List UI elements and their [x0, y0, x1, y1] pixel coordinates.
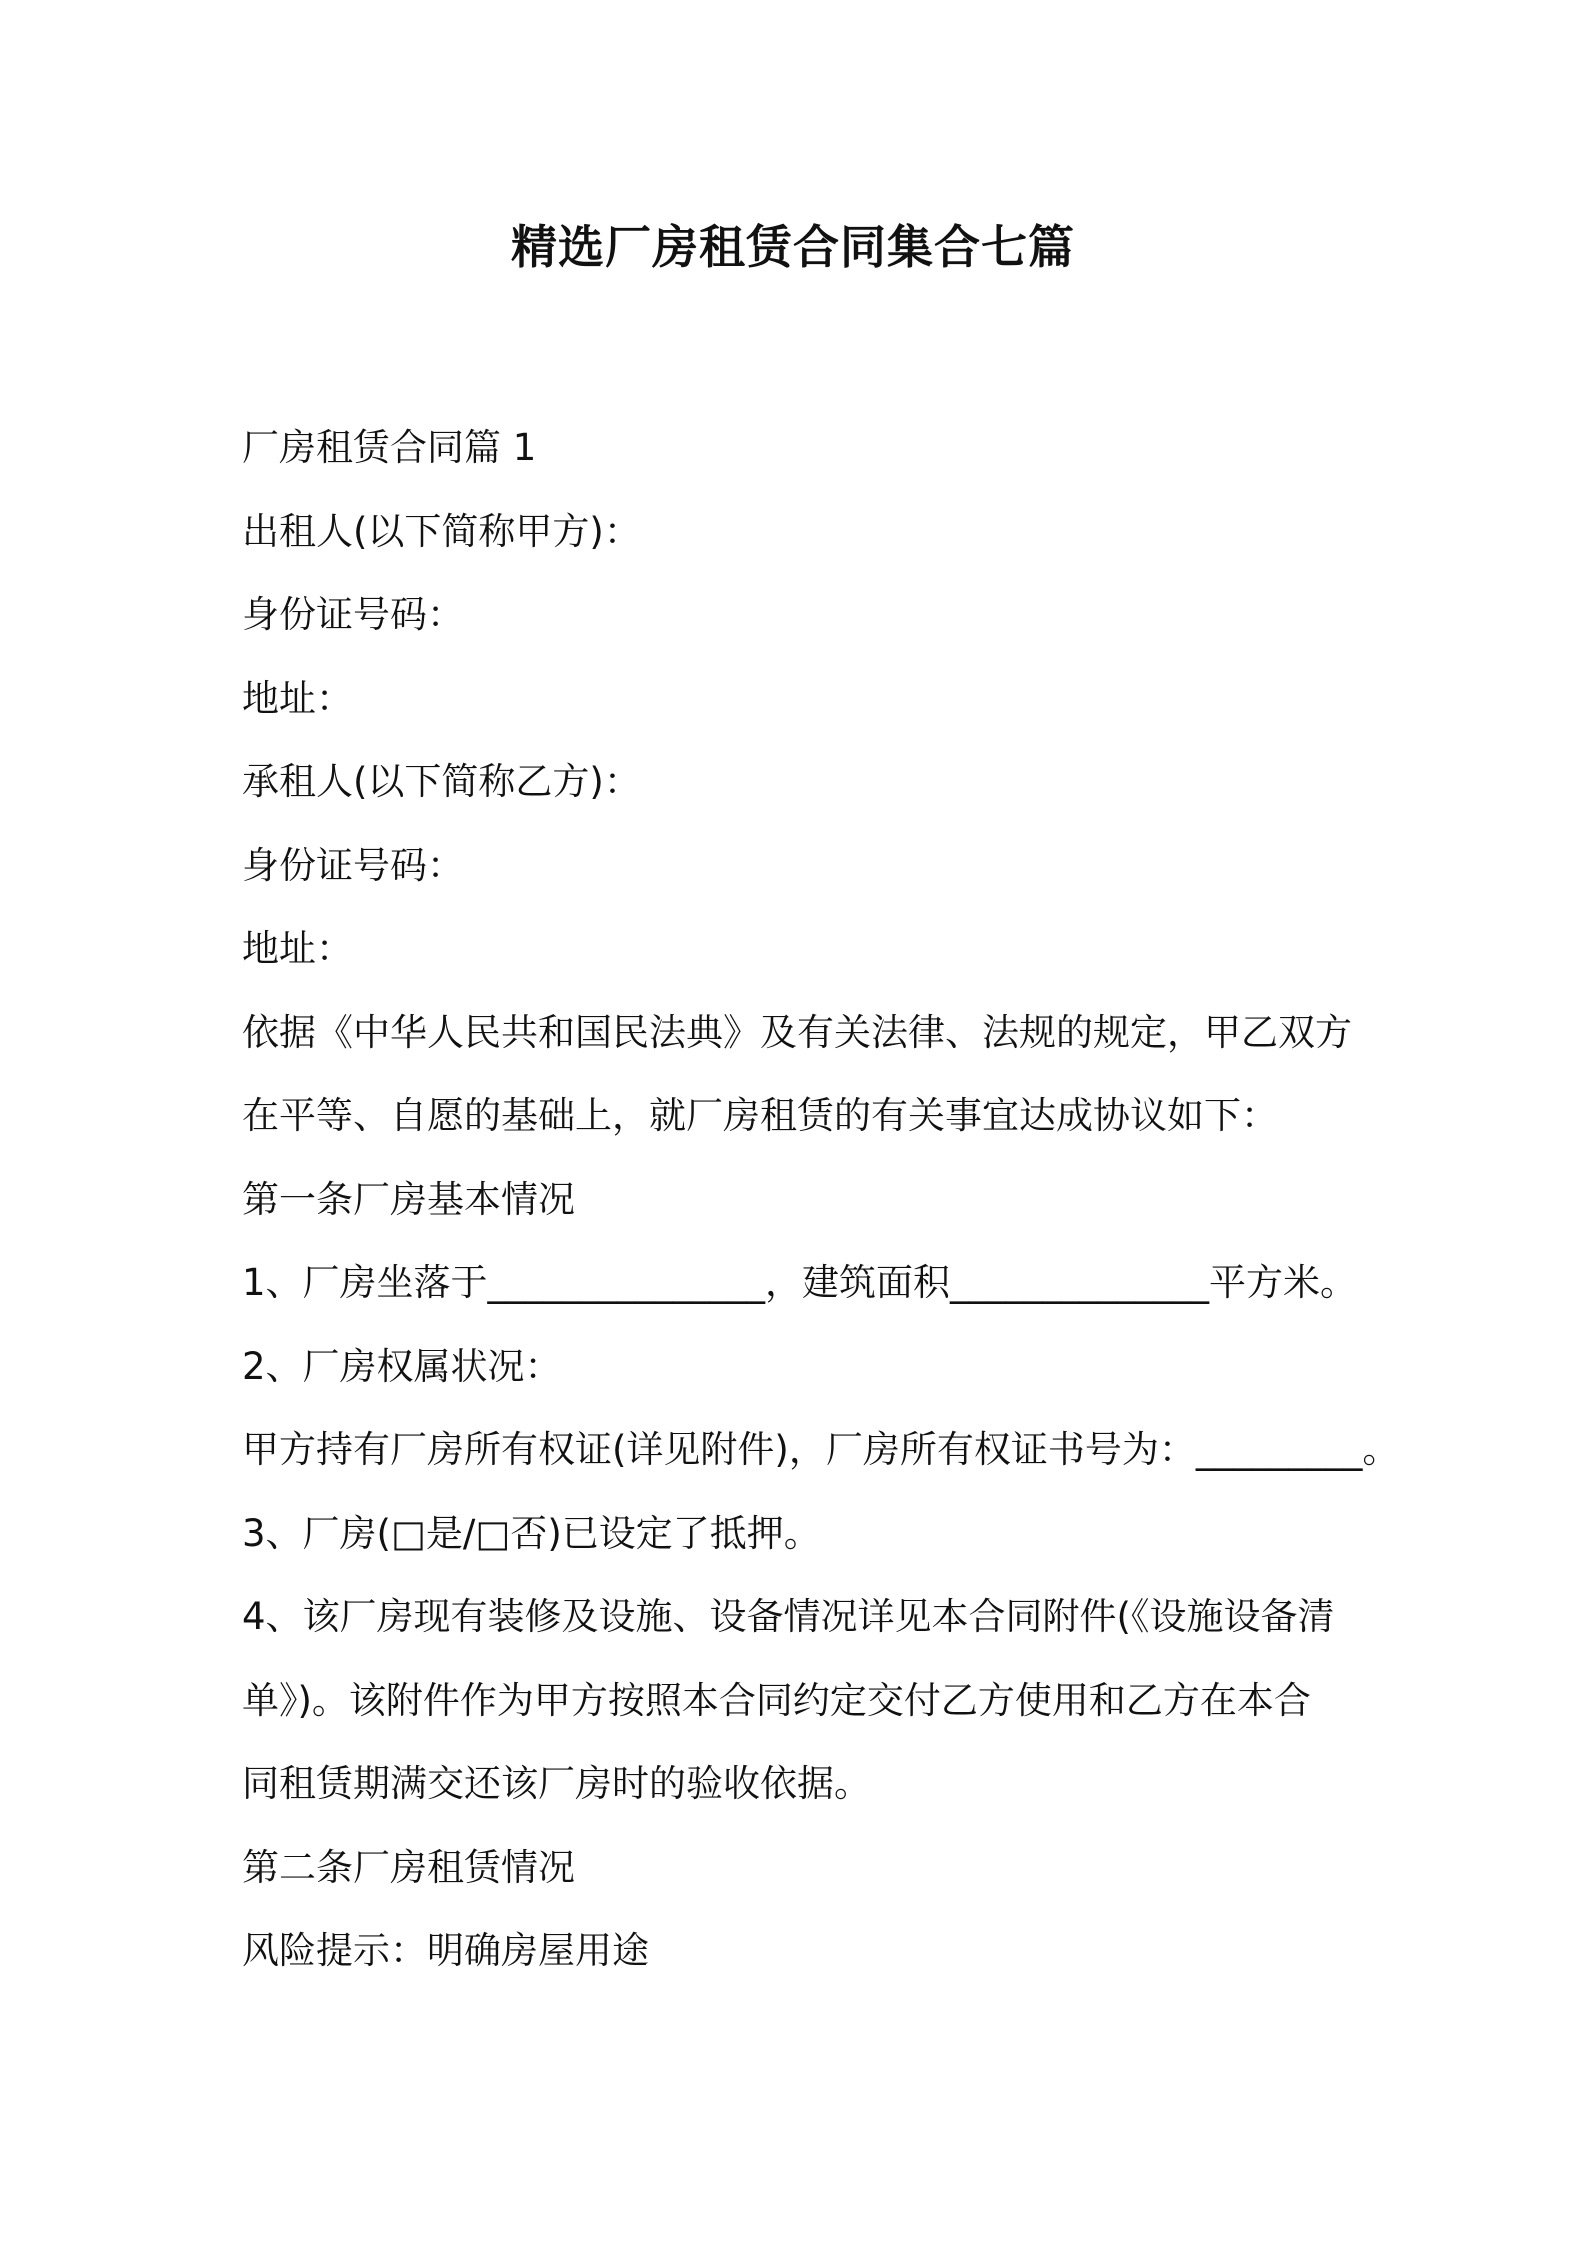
article-1-heading: 第一条厂房基本情况: [242, 1177, 575, 1221]
clause-2-ownership: 2、厂房权属状况：: [242, 1344, 562, 1388]
risk-notice: 风险提示：明确房屋用途: [242, 1929, 649, 1972]
preamble-line-1: 依据《中华人民共和国民法典》及有关法律、法规的规定，甲乙双方: [242, 1010, 1352, 1054]
lessor-label: 出租人(以下简称甲方)：: [242, 509, 641, 553]
clause-3-mortgage: 3、厂房(□是/□否)已设定了抵押。: [242, 1511, 821, 1555]
document-body: [242, 406, 1400, 1993]
section-heading-contract-1: 厂房租赁合同篇 1: [242, 426, 537, 469]
lessor-address-label: 地址：: [242, 676, 353, 720]
clause-4-line-1: 4、该厂房现有装修及设施、设备情况详见本合同附件(《设施设备清: [242, 1595, 1335, 1638]
lessee-id-label: 身份证号码：: [242, 843, 464, 887]
lessee-label: 承租人(以下简称乙方)：: [242, 760, 641, 803]
lessor-id-label: 身份证号码：: [242, 593, 464, 636]
document-title: 精选厂房租赁合同集合七篇: [511, 220, 1075, 274]
clause-4-line-2: 单》)。该附件作为甲方按照本合同约定交付乙方使用和乙方在本合: [242, 1678, 1311, 1722]
lessee-address-label: 地址：: [242, 927, 353, 970]
preamble-line-2: 在平等、自愿的基础上，就厂房租赁的有关事宜达成协议如下：: [242, 1094, 1278, 1137]
clause-1-location: 1、厂房坐落于_______________，建筑面积______________平方米。: [242, 1261, 1358, 1304]
clause-4-line-3: 同租赁期满交还该厂房时的验收依据。: [242, 1762, 871, 1805]
article-2-heading: 第二条厂房租赁情况: [242, 1845, 575, 1889]
ownership-certificate-line: 甲方持有厂房所有权证(详见附件)，厂房所有权证书号为：_________。: [242, 1428, 1400, 1471]
